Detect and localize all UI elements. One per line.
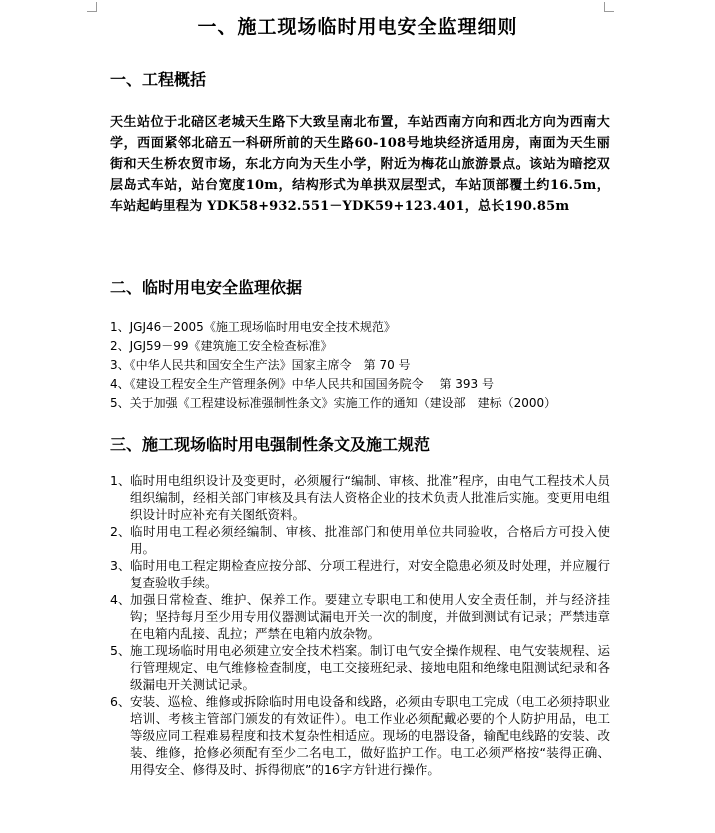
list-item bbox=[110, 523, 610, 557]
list-item bbox=[110, 557, 610, 591]
list-item: 2、JGJ59－99《建筑施工安全检查标准》 bbox=[110, 339, 333, 353]
list-item: 3、《中华人民共和国安全生产法》国家主席令 第 70 号 bbox=[110, 358, 411, 372]
basis-list bbox=[110, 318, 556, 413]
item-number: 4、 bbox=[110, 592, 131, 607]
list-item: 1、JGJ46－2005《施工现场临时用电安全技术规范》 bbox=[110, 320, 396, 334]
rules-list bbox=[110, 472, 610, 778]
overview-paragraph: 天生站位于北碚区老城天生路下大致呈南北布置，车站西南方向和西北方向为西南大学，西面紧邻北碚五一科研所前的天生路60-108号地块经济适用房，南面为天生丽街和天生桥农贸市场，东北方向为天生小学，附近为梅花山旅游景点。该站为暗挖双层岛式车站，站台宽度10m，结构形式为单拱双层型式，车站顶部覆土约16.5m，车站起屿里程为 YDK58+932.551－YDK59+123.401，总长190.85m bbox=[110, 115, 610, 214]
item-text: 临时用电组织设计及变更时，必须履行“编制、审核、批准”程序，由电气工程技术人员组织编制，经相关部门审核及具有法人资格企业的技术负责人批准后实施。变更用电组织设计时应补充有关图纸资料。 bbox=[130, 473, 610, 522]
section-heading-overview: 一、工程概括 bbox=[110, 70, 207, 89]
item-text: 临时用电工程必须经编制、审核、批准部门和使用单位共同验收，合格后方可投入使用。 bbox=[130, 524, 610, 556]
list-item: 4、《建设工程安全生产管理条例》中华人民共和国国务院令 第 393 号 bbox=[110, 377, 494, 391]
item-number: 6、 bbox=[110, 694, 131, 709]
item-text: 施工现场临时用电必须建立安全技术档案。制订电气安全操作规程、电气安装规程、运行管理规定、电气维修检查制度，电工交接班纪录、接地电阻和绝缘电阻测试纪录和各级漏电开关测试记录。 bbox=[130, 643, 610, 692]
section-heading-rules: 三、施工现场临时用电强制性条文及施工规范 bbox=[110, 435, 431, 454]
list-item bbox=[110, 693, 610, 778]
list-item bbox=[110, 591, 610, 642]
item-number: 1、 bbox=[110, 473, 131, 488]
list-item bbox=[110, 472, 610, 523]
item-text: 安装、巡检、维修或拆除临时用电设备和线路，必须由专职电工完成（电工必须持职业培训、考核主管部门颁发的有效证件）。电工作业必须配戴必要的个人防护用品，电工等级应同工程难易程度和技术复杂性相适应。现场的电器设备，输配电线路的安装、改装、维修，抢修必须配有至少二名电工，做好监护工作。电工必须严格按“装得正确、用得安全、修得及时、拆得彻底”的16字方针进行操作。 bbox=[130, 694, 610, 777]
list-item bbox=[110, 642, 610, 693]
item-number: 3、 bbox=[110, 558, 131, 573]
section-heading-basis: 二、临时用电安全监理依据 bbox=[110, 278, 303, 297]
item-text: 临时用电工程定期检查应按分部、分项工程进行，对安全隐患必须及时处理，并应履行复查验收手续。 bbox=[130, 558, 610, 590]
item-number: 2、 bbox=[110, 524, 131, 539]
list-item: 5、关于加强《工程建设标准强制性条文》实施工作的通知（建设部 建标（2000） bbox=[110, 396, 557, 410]
item-text: 加强日常检查、维护、保养工作。要建立专职电工和使用人安全责任制，并与经济挂钩；坚持每月至少用专用仪器测试漏电开关一次的制度，并做到测试有记录；严禁违章在电箱内乱接、乱拉；严禁在电箱内放杂物。 bbox=[130, 592, 610, 641]
item-number: 5、 bbox=[110, 643, 131, 658]
document-title: 一、施工现场临时用电安全监理细则 bbox=[197, 16, 518, 38]
